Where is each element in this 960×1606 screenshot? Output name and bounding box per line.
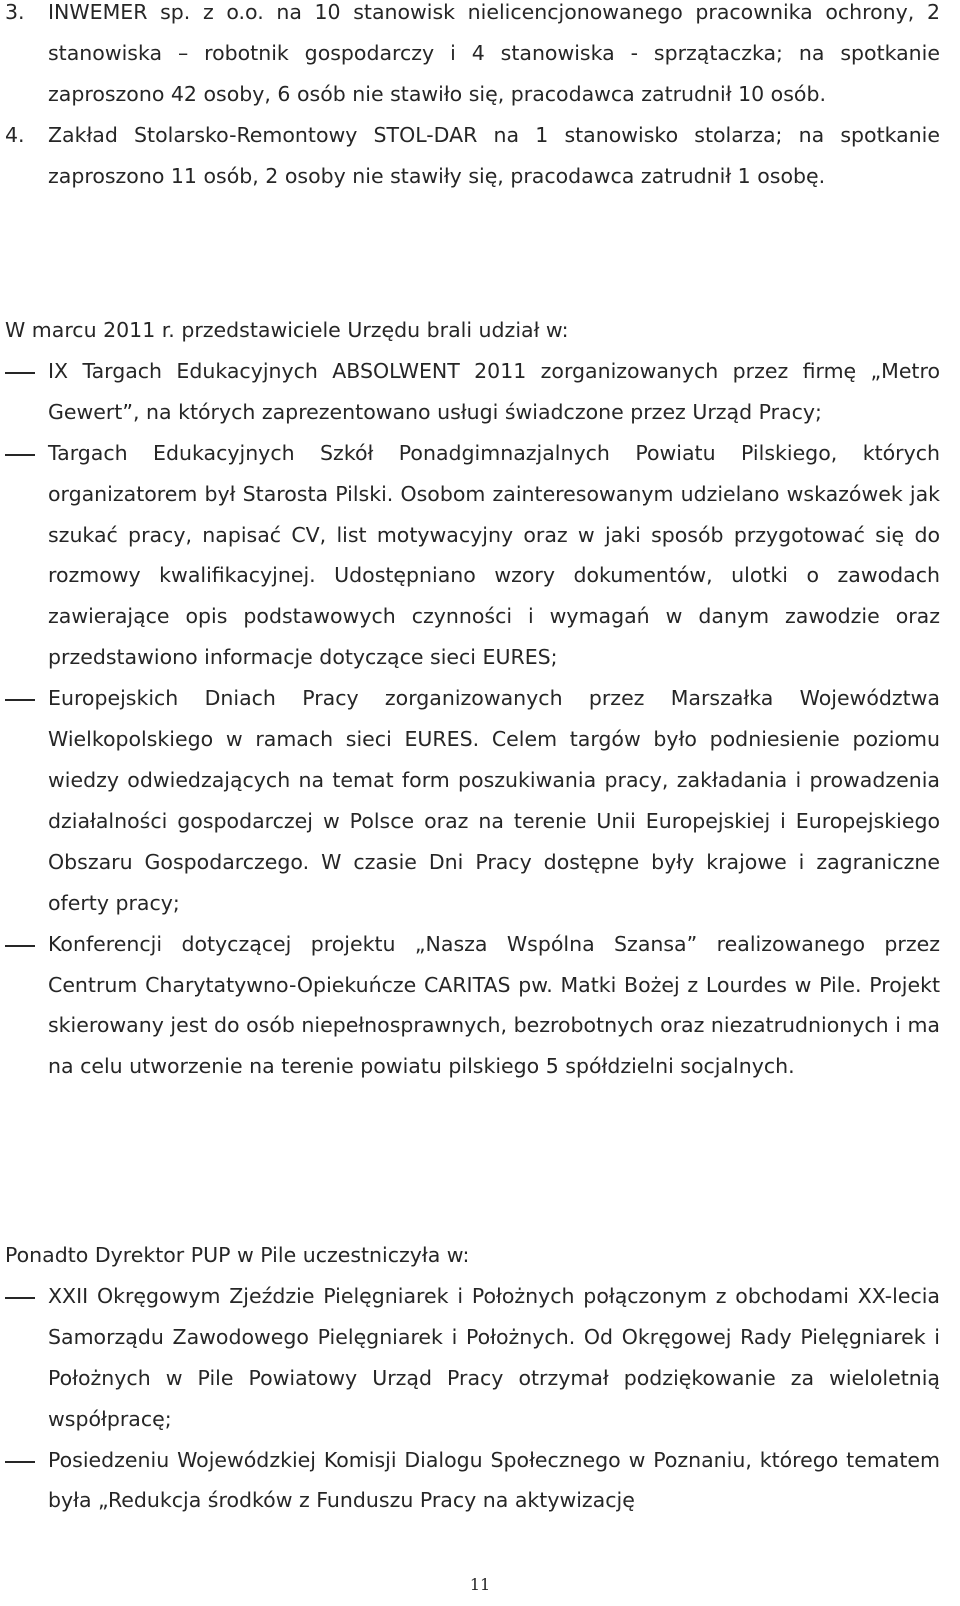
list-number: 4. — [5, 122, 25, 147]
list-item — [0, 433, 960, 678]
page-number: 11 — [469, 1575, 491, 1594]
section-intro: W marcu 2011 r. przedstawiciele Urzędu brali udział w: — [5, 318, 569, 342]
section-intro: Ponadto Dyrektor PUP w Pile uczestniczyła w: — [5, 1243, 470, 1267]
dash-bullet — [5, 699, 35, 701]
list-item-text: IX Targach Edukacyjnych ABSOLWENT 2011 zorganizowanych przez firmę „Metro Gewert”, na których zaprezentowano usługi świadczone przez Urząd Pracy; — [48, 358, 940, 424]
march-section — [0, 310, 960, 1087]
list-item-text: Zakład Stolarsko-Remontowy STOL-DAR na 1 stanowisko stolarza; na spotkanie zaproszono 11 osób, 2 osoby nie stawiły się, pracodawca zatrudnił 1 osobę. — [48, 122, 940, 188]
dash-bullet — [5, 1297, 35, 1299]
list-item — [0, 351, 960, 433]
employer-list — [0, 0, 960, 197]
list-item-text: Targach Edukacyjnych Szkół Ponadgimnazjalnych Powiatu Pilskiego, których organizatorem był Starosta Pilski. Osobom zainteresowanym udzielano wskazówek jak szukać pracy, napisać CV, list motywacyjny oraz w jaki sposób przygotować się do rozmowy kwalifikacyjnej. Udostępniano wzory dokumentów, ulotki o zawodach zawierające opis podstawowych czynności i wymagań w danym zawodzie oraz przedstawiono informacje dotyczące sieci EURES; — [48, 440, 940, 670]
dash-bullet — [5, 454, 35, 456]
dash-bullet — [5, 945, 35, 947]
list-item — [0, 1276, 960, 1440]
dash-bullet — [5, 372, 35, 374]
list-item-text: Posiedzeniu Wojewódzkiej Komisji Dialogu Społecznego w Poznaniu, którego tematem była „Redukcja środków z Funduszu Pracy na aktywizację — [48, 1447, 940, 1513]
list-item — [0, 924, 960, 1088]
list-item — [0, 0, 960, 115]
list-item-text: Europejskich Dniach Pracy zorganizowanych przez Marszałka Województwa Wielkopolskiego w ramach sieci EURES. Celem targów było podniesienie poziomu wiedzy odwiedzających na temat form poszukiwania pracy, zakładania i prowadzenia działalności gospodarczej w Polsce oraz na terenie Unii Europejskiej i Europejskiego Obszaru Gospodarczego. W czasie Dni Pracy dostępne były krajowe i zagraniczne oferty pracy; — [48, 686, 940, 915]
list-item-text: XXII Okręgowym Zjeździe Pielęgniarek i Położnych połączonym z obchodami XX-lecia Samorządu Zawodowego Pielęgniarek i Położnych. Od Okręgowej Rady Pielęgniarek i Położnych w Pile Powiatowy Urząd Pracy otrzymał podziękowanie za wieloletnią współpracę; — [48, 1283, 940, 1431]
list-item — [0, 678, 960, 923]
list-item-text: INWEMER sp. z o.o. na 10 stanowisk nielicencjonowanego pracownika ochrony, 2 stanowiska – robotnik gospodarczy i 4 stanowiska - sprzątaczka; na spotkanie zaproszono 42 osoby, 6 osób nie stawiło się, pracodawca zatrudnił 10 osób. — [48, 0, 940, 106]
director-section — [0, 1235, 960, 1521]
dash-bullet — [5, 1461, 35, 1463]
list-item — [0, 115, 960, 197]
list-item — [0, 1440, 960, 1522]
list-item-text: Konferencji dotyczącej projektu „Nasza Wspólna Szansa” realizowanego przez Centrum Charytatywno-Opiekuńcze CARITAS pw. Matki Bożej z Lourdes w Pile. Projekt skierowany jest do osób niepełnosprawnych, bezrobotnych oraz niezatrudnionych i ma na celu utworzenie na terenie powiatu pilskiego 5 spółdzielni socjalnych. — [48, 931, 940, 1079]
list-number: 3. — [5, 0, 25, 24]
